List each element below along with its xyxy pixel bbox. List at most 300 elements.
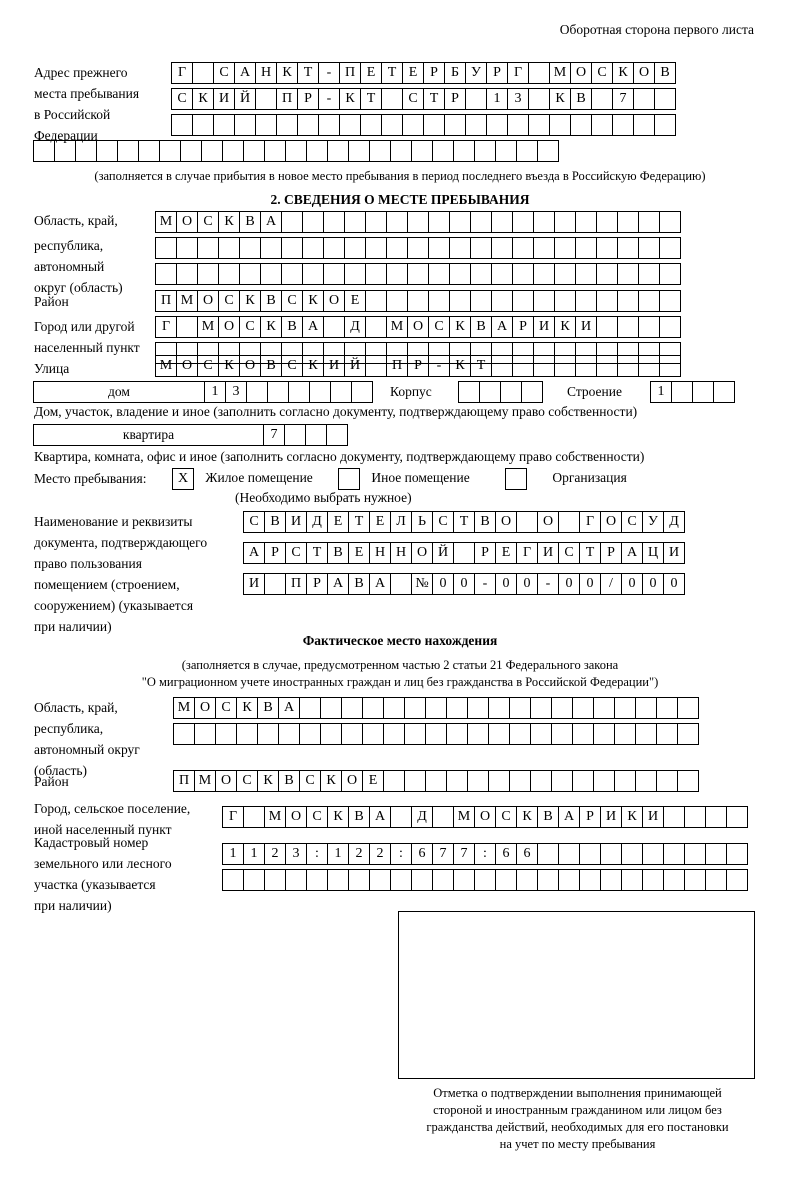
char-cell[interactable] <box>600 843 622 865</box>
char-cell[interactable]: С <box>243 511 265 533</box>
char-cell[interactable]: К <box>276 62 298 84</box>
char-cell[interactable]: У <box>642 511 664 533</box>
char-cell[interactable] <box>512 237 534 259</box>
char-cell[interactable]: О <box>633 62 655 84</box>
char-cell[interactable]: 2 <box>348 843 370 865</box>
char-cell[interactable] <box>635 723 657 745</box>
char-cell[interactable] <box>407 290 429 312</box>
char-cell[interactable] <box>726 806 748 828</box>
char-cell[interactable] <box>638 263 660 285</box>
char-cell[interactable] <box>327 140 349 162</box>
char-cell[interactable] <box>596 316 618 338</box>
char-cell[interactable] <box>386 290 408 312</box>
char-cell[interactable] <box>512 355 534 377</box>
char-cell[interactable]: И <box>243 573 265 595</box>
char-cell[interactable]: Е <box>348 542 370 564</box>
char-cell[interactable]: К <box>218 211 240 233</box>
char-cell[interactable]: О <box>323 290 345 312</box>
char-cell[interactable] <box>512 263 534 285</box>
stay-place-option-3[interactable] <box>505 468 627 490</box>
char-cell[interactable]: И <box>537 542 559 564</box>
char-cell[interactable]: 7 <box>453 843 475 865</box>
char-cell[interactable] <box>596 263 618 285</box>
char-cell[interactable] <box>659 290 681 312</box>
char-cell[interactable] <box>407 263 429 285</box>
char-cell[interactable]: В <box>239 211 261 233</box>
char-cell[interactable] <box>302 211 324 233</box>
char-cell[interactable] <box>726 843 748 865</box>
char-cell[interactable] <box>323 316 345 338</box>
char-cell[interactable] <box>192 114 214 136</box>
char-cell[interactable] <box>96 140 118 162</box>
char-cell[interactable] <box>239 237 261 259</box>
char-cell[interactable] <box>512 211 534 233</box>
char-cell[interactable] <box>404 723 426 745</box>
char-cell[interactable] <box>155 237 177 259</box>
char-cell[interactable]: Е <box>360 62 382 84</box>
char-cell[interactable] <box>705 869 727 891</box>
char-cell[interactable] <box>495 140 517 162</box>
char-cell[interactable]: 1 <box>243 843 265 865</box>
char-cell[interactable]: К <box>516 806 538 828</box>
char-cell[interactable] <box>488 770 510 792</box>
char-cell[interactable] <box>684 843 706 865</box>
char-cell[interactable] <box>402 114 424 136</box>
char-cell[interactable]: 7 <box>612 88 634 110</box>
char-cell[interactable] <box>381 114 403 136</box>
char-cell[interactable] <box>197 263 219 285</box>
char-cell[interactable] <box>432 869 454 891</box>
char-cell[interactable]: К <box>257 770 279 792</box>
char-cell[interactable] <box>654 114 676 136</box>
char-cell[interactable] <box>428 237 450 259</box>
char-cell[interactable]: Н <box>255 62 277 84</box>
char-cell[interactable]: А <box>491 316 513 338</box>
char-cell[interactable] <box>579 869 601 891</box>
char-cell[interactable]: О <box>176 355 198 377</box>
char-cell[interactable] <box>201 140 223 162</box>
char-cell[interactable]: В <box>281 316 303 338</box>
char-cell[interactable] <box>341 723 363 745</box>
char-cell[interactable] <box>533 290 555 312</box>
char-cell[interactable]: - <box>474 573 496 595</box>
char-cell[interactable] <box>554 263 576 285</box>
char-cell[interactable]: 7 <box>432 843 454 865</box>
char-cell[interactable]: О <box>600 511 622 533</box>
char-cell[interactable] <box>509 723 531 745</box>
char-cell[interactable] <box>509 697 531 719</box>
char-cell[interactable] <box>617 355 639 377</box>
char-cell[interactable] <box>614 770 636 792</box>
char-cell[interactable] <box>339 114 361 136</box>
char-cell[interactable] <box>458 381 480 403</box>
char-cell[interactable]: 1 <box>204 381 226 403</box>
char-cell[interactable] <box>617 290 639 312</box>
char-cell[interactable]: О <box>239 355 261 377</box>
char-cell[interactable] <box>323 211 345 233</box>
char-cell[interactable] <box>425 723 447 745</box>
char-cell[interactable] <box>621 843 643 865</box>
char-cell[interactable] <box>474 140 496 162</box>
char-cell[interactable] <box>444 114 466 136</box>
char-cell[interactable] <box>659 316 681 338</box>
char-cell[interactable] <box>309 381 331 403</box>
char-cell[interactable] <box>633 88 655 110</box>
char-cell[interactable]: О <box>341 770 363 792</box>
char-cell[interactable] <box>236 723 258 745</box>
char-cell[interactable] <box>663 806 685 828</box>
doc-row-1[interactable] <box>243 511 684 533</box>
region-row-1[interactable] <box>155 211 680 233</box>
char-cell[interactable]: Г <box>516 542 538 564</box>
char-cell[interactable] <box>575 237 597 259</box>
char-cell[interactable] <box>299 723 321 745</box>
char-cell[interactable] <box>381 88 403 110</box>
char-cell[interactable]: В <box>348 573 370 595</box>
char-cell[interactable]: А <box>327 573 349 595</box>
char-cell[interactable]: Р <box>579 806 601 828</box>
char-cell[interactable] <box>360 114 382 136</box>
char-cell[interactable] <box>243 140 265 162</box>
char-cell[interactable] <box>369 869 391 891</box>
char-cell[interactable] <box>642 869 664 891</box>
char-cell[interactable] <box>633 114 655 136</box>
char-cell[interactable] <box>218 237 240 259</box>
prev-address-row-2[interactable] <box>171 88 675 110</box>
char-cell[interactable]: М <box>453 806 475 828</box>
char-cell[interactable]: А <box>278 697 300 719</box>
char-cell[interactable]: 0 <box>432 573 454 595</box>
char-cell[interactable] <box>596 237 618 259</box>
char-cell[interactable] <box>171 114 193 136</box>
char-cell[interactable]: П <box>285 573 307 595</box>
char-cell[interactable]: М <box>264 806 286 828</box>
char-cell[interactable]: 3 <box>285 843 307 865</box>
char-cell[interactable] <box>425 770 447 792</box>
char-cell[interactable]: - <box>318 88 340 110</box>
char-cell[interactable]: 0 <box>642 573 664 595</box>
char-cell[interactable] <box>533 355 555 377</box>
char-cell[interactable]: К <box>327 806 349 828</box>
char-cell[interactable] <box>432 140 454 162</box>
char-cell[interactable]: У <box>465 62 487 84</box>
char-cell[interactable] <box>638 355 660 377</box>
char-cell[interactable]: А <box>302 316 324 338</box>
char-cell[interactable] <box>656 770 678 792</box>
char-cell[interactable] <box>488 723 510 745</box>
char-cell[interactable]: И <box>285 511 307 533</box>
char-cell[interactable] <box>572 770 594 792</box>
district-row[interactable] <box>155 290 680 312</box>
char-cell[interactable] <box>446 697 468 719</box>
char-cell[interactable] <box>344 237 366 259</box>
char-cell[interactable] <box>239 263 261 285</box>
char-cell[interactable]: В <box>264 511 286 533</box>
char-cell[interactable] <box>323 237 345 259</box>
char-cell[interactable]: О <box>215 770 237 792</box>
char-cell[interactable] <box>117 140 139 162</box>
char-cell[interactable] <box>554 211 576 233</box>
f-cadastral-row-1[interactable] <box>222 843 747 865</box>
char-cell[interactable] <box>404 770 426 792</box>
char-cell[interactable] <box>428 211 450 233</box>
char-cell[interactable] <box>593 770 615 792</box>
char-cell[interactable] <box>537 843 559 865</box>
char-cell[interactable] <box>677 723 699 745</box>
char-cell[interactable] <box>260 237 282 259</box>
char-cell[interactable] <box>288 381 310 403</box>
char-cell[interactable]: С <box>213 62 235 84</box>
char-cell[interactable] <box>213 114 235 136</box>
char-cell[interactable]: И <box>600 806 622 828</box>
char-cell[interactable] <box>692 381 714 403</box>
char-cell[interactable] <box>495 869 517 891</box>
char-cell[interactable] <box>621 869 643 891</box>
char-cell[interactable] <box>549 114 571 136</box>
char-cell[interactable] <box>575 211 597 233</box>
char-cell[interactable]: С <box>281 290 303 312</box>
char-cell[interactable]: : <box>474 843 496 865</box>
char-cell[interactable] <box>533 263 555 285</box>
char-cell[interactable] <box>411 140 433 162</box>
char-cell[interactable] <box>257 723 279 745</box>
char-cell[interactable]: Р <box>407 355 429 377</box>
char-cell[interactable]: С <box>281 355 303 377</box>
char-cell[interactable] <box>348 869 370 891</box>
char-cell[interactable] <box>558 511 580 533</box>
char-cell[interactable]: С <box>218 290 240 312</box>
char-cell[interactable]: В <box>327 542 349 564</box>
char-cell[interactable]: М <box>549 62 571 84</box>
char-cell[interactable]: К <box>260 316 282 338</box>
char-cell[interactable]: 6 <box>516 843 538 865</box>
char-cell[interactable]: Н <box>369 542 391 564</box>
char-cell[interactable] <box>194 723 216 745</box>
char-cell[interactable]: О <box>176 211 198 233</box>
char-cell[interactable]: М <box>173 697 195 719</box>
char-cell[interactable]: И <box>533 316 555 338</box>
char-cell[interactable] <box>348 140 370 162</box>
char-cell[interactable]: Е <box>495 542 517 564</box>
char-cell[interactable]: Т <box>381 62 403 84</box>
char-cell[interactable]: К <box>302 290 324 312</box>
char-cell[interactable] <box>180 140 202 162</box>
char-cell[interactable]: Р <box>423 62 445 84</box>
char-cell[interactable] <box>638 316 660 338</box>
char-cell[interactable] <box>302 263 324 285</box>
char-cell[interactable] <box>383 697 405 719</box>
char-cell[interactable]: К <box>236 697 258 719</box>
char-cell[interactable] <box>491 290 513 312</box>
char-cell[interactable]: Е <box>402 62 424 84</box>
char-cell[interactable] <box>297 114 319 136</box>
char-cell[interactable] <box>306 869 328 891</box>
char-cell[interactable] <box>533 237 555 259</box>
char-cell[interactable] <box>323 263 345 285</box>
char-cell[interactable]: 0 <box>579 573 601 595</box>
f-cadastral-row-2[interactable] <box>222 869 747 891</box>
char-cell[interactable]: 0 <box>516 573 538 595</box>
char-cell[interactable] <box>197 237 219 259</box>
char-cell[interactable] <box>446 770 468 792</box>
char-cell[interactable] <box>551 697 573 719</box>
char-cell[interactable] <box>330 381 352 403</box>
char-cell[interactable]: 2 <box>264 843 286 865</box>
stamp-box[interactable] <box>398 911 755 1079</box>
char-cell[interactable] <box>285 869 307 891</box>
char-cell[interactable] <box>612 114 634 136</box>
char-cell[interactable]: Д <box>411 806 433 828</box>
char-cell[interactable] <box>491 237 513 259</box>
char-cell[interactable] <box>264 869 286 891</box>
stay-place-checkbox-3[interactable] <box>505 468 527 490</box>
char-cell[interactable]: Р <box>306 573 328 595</box>
char-cell[interactable] <box>365 211 387 233</box>
char-cell[interactable] <box>635 697 657 719</box>
char-cell[interactable]: - <box>318 62 340 84</box>
char-cell[interactable]: Л <box>390 511 412 533</box>
char-cell[interactable] <box>479 381 501 403</box>
char-cell[interactable] <box>264 140 286 162</box>
char-cell[interactable] <box>596 290 618 312</box>
char-cell[interactable] <box>284 424 306 446</box>
char-cell[interactable] <box>467 697 489 719</box>
char-cell[interactable] <box>383 723 405 745</box>
char-cell[interactable] <box>726 869 748 891</box>
char-cell[interactable]: А <box>260 211 282 233</box>
char-cell[interactable]: В <box>654 62 676 84</box>
char-cell[interactable]: В <box>348 806 370 828</box>
char-cell[interactable] <box>470 237 492 259</box>
char-cell[interactable]: 0 <box>453 573 475 595</box>
char-cell[interactable] <box>551 723 573 745</box>
char-cell[interactable] <box>234 114 256 136</box>
char-cell[interactable] <box>572 697 594 719</box>
char-cell[interactable]: С <box>197 355 219 377</box>
char-cell[interactable]: Г <box>222 806 244 828</box>
f-city-row[interactable] <box>222 806 747 828</box>
char-cell[interactable] <box>617 237 639 259</box>
char-cell[interactable] <box>521 381 543 403</box>
char-cell[interactable] <box>449 237 471 259</box>
char-cell[interactable]: А <box>243 542 265 564</box>
char-cell[interactable]: Т <box>297 62 319 84</box>
char-cell[interactable]: Й <box>344 355 366 377</box>
char-cell[interactable]: № <box>411 573 433 595</box>
char-cell[interactable]: Е <box>344 290 366 312</box>
char-cell[interactable] <box>614 697 636 719</box>
char-cell[interactable] <box>365 263 387 285</box>
char-cell[interactable]: М <box>155 211 177 233</box>
char-cell[interactable]: 1 <box>222 843 244 865</box>
char-cell[interactable]: Т <box>360 88 382 110</box>
char-cell[interactable] <box>614 723 636 745</box>
char-cell[interactable]: П <box>276 88 298 110</box>
char-cell[interactable] <box>243 806 265 828</box>
char-cell[interactable] <box>596 211 618 233</box>
char-cell[interactable]: И <box>213 88 235 110</box>
char-cell[interactable] <box>369 140 391 162</box>
char-cell[interactable] <box>276 114 298 136</box>
char-cell[interactable]: М <box>155 355 177 377</box>
char-cell[interactable] <box>537 140 559 162</box>
char-cell[interactable] <box>558 843 580 865</box>
char-cell[interactable] <box>407 211 429 233</box>
char-cell[interactable]: С <box>402 88 424 110</box>
prev-address-row-1[interactable] <box>171 62 675 84</box>
char-cell[interactable] <box>617 211 639 233</box>
stay-place-option-2[interactable] <box>338 468 470 490</box>
char-cell[interactable] <box>281 263 303 285</box>
char-cell[interactable] <box>344 211 366 233</box>
char-cell[interactable]: К <box>302 355 324 377</box>
char-cell[interactable] <box>255 88 277 110</box>
char-cell[interactable] <box>278 723 300 745</box>
char-cell[interactable] <box>642 843 664 865</box>
char-cell[interactable] <box>365 290 387 312</box>
char-cell[interactable] <box>383 770 405 792</box>
char-cell[interactable] <box>600 869 622 891</box>
char-cell[interactable]: М <box>176 290 198 312</box>
char-cell[interactable]: Т <box>348 511 370 533</box>
char-cell[interactable]: / <box>600 573 622 595</box>
char-cell[interactable]: Й <box>432 542 454 564</box>
char-cell[interactable] <box>446 723 468 745</box>
char-cell[interactable]: Е <box>327 511 349 533</box>
char-cell[interactable] <box>470 211 492 233</box>
char-cell[interactable] <box>705 806 727 828</box>
char-cell[interactable]: Е <box>362 770 384 792</box>
char-cell[interactable] <box>593 723 615 745</box>
char-cell[interactable] <box>530 723 552 745</box>
char-cell[interactable]: С <box>591 62 613 84</box>
char-cell[interactable] <box>173 723 195 745</box>
char-cell[interactable]: И <box>323 355 345 377</box>
char-cell[interactable]: В <box>260 290 282 312</box>
char-cell[interactable] <box>528 62 550 84</box>
char-cell[interactable] <box>554 290 576 312</box>
char-cell[interactable]: 3 <box>507 88 529 110</box>
char-cell[interactable] <box>656 697 678 719</box>
char-cell[interactable]: 2 <box>369 843 391 865</box>
char-cell[interactable]: О <box>407 316 429 338</box>
char-cell[interactable]: О <box>197 290 219 312</box>
street-row[interactable] <box>155 355 680 377</box>
char-cell[interactable]: Ь <box>411 511 433 533</box>
char-cell[interactable] <box>659 263 681 285</box>
char-cell[interactable]: 6 <box>495 843 517 865</box>
char-cell[interactable] <box>528 88 550 110</box>
char-cell[interactable]: А <box>621 542 643 564</box>
char-cell[interactable]: О <box>194 697 216 719</box>
char-cell[interactable]: Г <box>507 62 529 84</box>
region-row-3[interactable] <box>155 263 680 285</box>
char-cell[interactable]: В <box>257 697 279 719</box>
char-cell[interactable]: В <box>570 88 592 110</box>
char-cell[interactable] <box>677 697 699 719</box>
char-cell[interactable]: К <box>320 770 342 792</box>
char-cell[interactable] <box>558 869 580 891</box>
char-cell[interactable] <box>192 62 214 84</box>
char-cell[interactable]: К <box>339 88 361 110</box>
char-cell[interactable] <box>285 140 307 162</box>
char-cell[interactable] <box>684 869 706 891</box>
char-cell[interactable]: Р <box>264 542 286 564</box>
char-cell[interactable] <box>365 316 387 338</box>
char-cell[interactable] <box>516 511 538 533</box>
char-cell[interactable]: Г <box>579 511 601 533</box>
char-cell[interactable]: А <box>369 573 391 595</box>
